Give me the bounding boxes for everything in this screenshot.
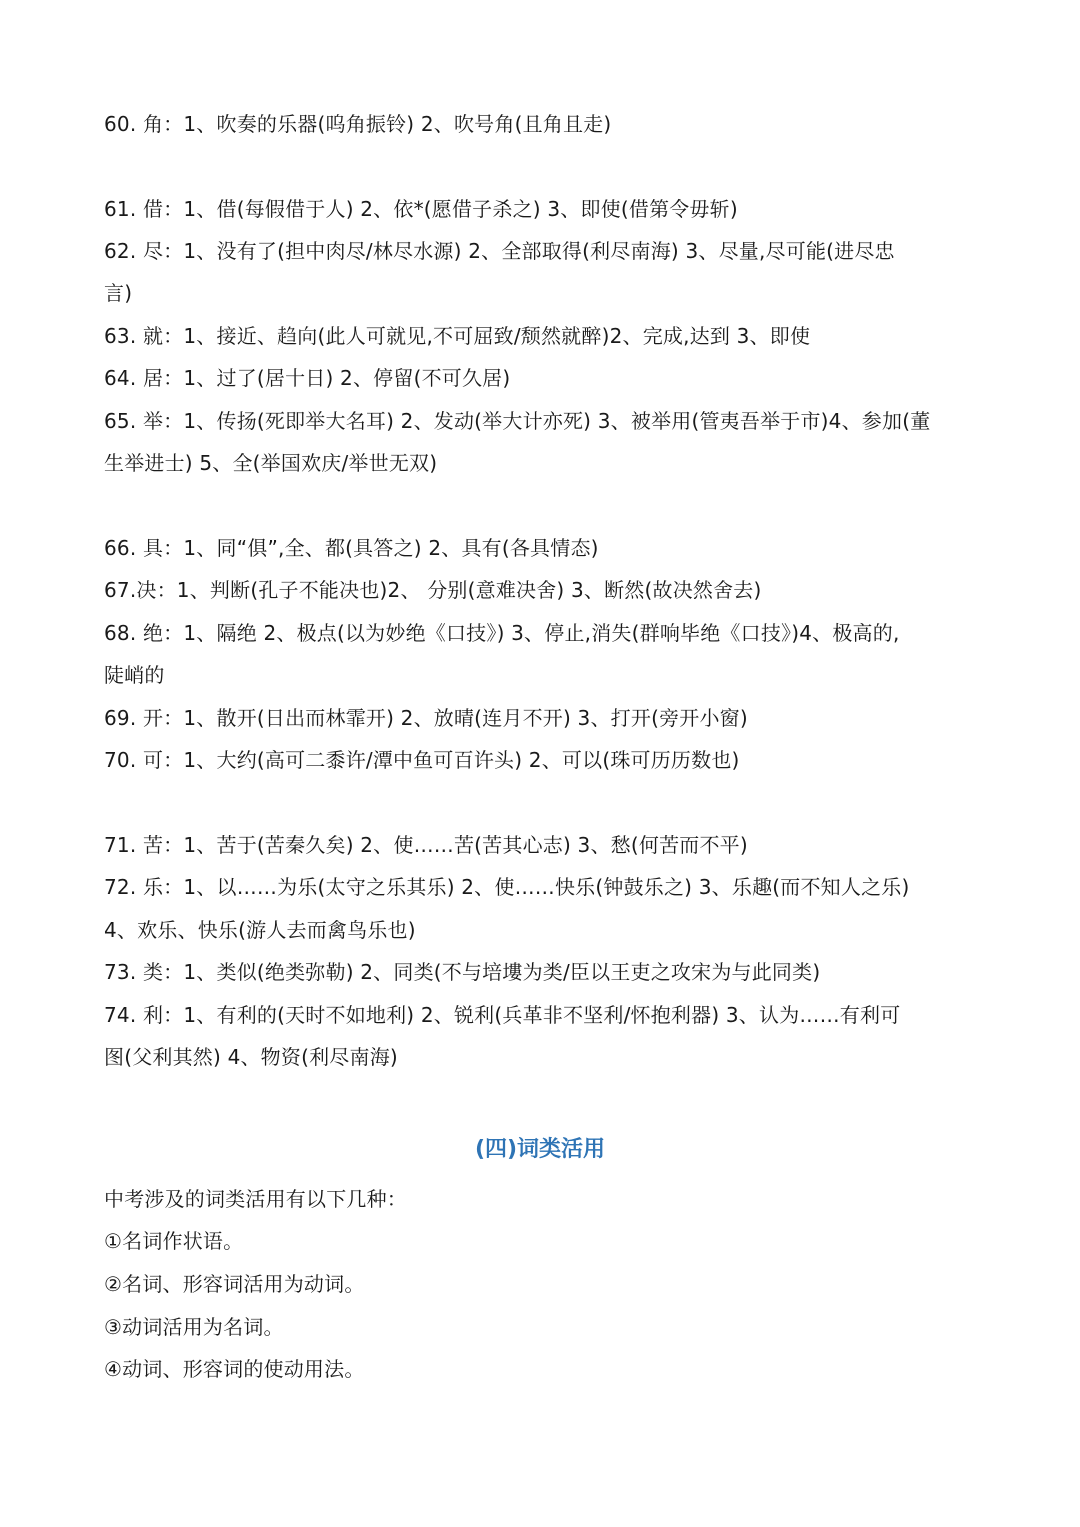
entry-68-continued: 陡峭的 <box>104 663 165 687</box>
list-item-4: ④动词、形容词的使动用法。 <box>104 1357 365 1381</box>
section-intro: 中考涉及的词类活用有以下几种： <box>104 1187 407 1211</box>
entry-74-continued: 图(父利其然) 4、物资(利尽南海) <box>104 1045 398 1069</box>
entry-65: 65. 举：1、传扬(死即举大名耳) 2、发动(举大计亦死) 3、被举用(管夷吾举于市)4、参加(董 <box>104 409 931 433</box>
entry-65-continued: 生举进士) 5、全(举国欢庆/举世无双) <box>104 451 438 475</box>
list-item-1: ①名词作状语。 <box>104 1229 244 1253</box>
entry-74: 74. 利：1、有利的(天时不如地利) 2、锐利(兵革非不坚利/怀抱利器) 3、认为……有利可 <box>104 1003 901 1027</box>
list-item-3: ③动词活用为名词。 <box>104 1315 284 1339</box>
entry-73: 73. 类：1、类似(绝类弥勒) 2、同类(不与培塿为类/臣以王吏之攻宋为与此同类) <box>104 960 821 984</box>
entry-69: 69. 开：1、散开(日出而林霏开) 2、放晴(连月不开) 3、打开(旁开小窗) <box>104 706 748 730</box>
entry-62: 62. 尽：1、没有了(担中肉尽/林尽水源) 2、全部取得(利尽南海) 3、尽量,尽可能(进尽忠 <box>104 239 895 263</box>
entry-60: 60. 角：1、吹奏的乐器(呜角振铃) 2、吹号角(且角且走) <box>104 112 612 136</box>
list-item-2: ②名词、形容词活用为动词。 <box>104 1272 365 1296</box>
entry-63: 63. 就：1、接近、趋向(此人可就见,不可屈致/颓然就醉)2、完成,达到 3、即使 <box>104 324 811 348</box>
entry-72-continued: 4、欢乐、快乐(游人去而禽鸟乐也) <box>104 918 416 942</box>
entry-64: 64. 居：1、过了(居十日) 2、停留(不可久居) <box>104 366 511 390</box>
entry-66: 66. 具：1、同“俱”,全、都(具答之) 2、具有(各具情态) <box>104 536 599 560</box>
entry-61: 61. 借：1、借(每假借于人) 2、依*(愿借子杀之) 3、即使(借第令毋斩) <box>104 197 738 221</box>
entry-62-continued: 言) <box>104 281 133 305</box>
entry-72: 72. 乐：1、以……为乐(太守之乐其乐) 2、使……快乐(钟鼓乐之) 3、乐趣(而不知人之乐) <box>104 875 910 899</box>
entry-71: 71. 苦：1、苦于(苦秦久矣) 2、使……苦(苦其心志) 3、愁(何苦而不平) <box>104 833 748 857</box>
entry-68: 68. 绝：1、隔绝 2、极点(以为妙绝《口技》) 3、停止,消失(群响毕绝《口技》)4、极高的, <box>104 621 900 645</box>
entry-70: 70. 可：1、大约(高可二黍许/潭中鱼可百许头) 2、可以(珠可历历数也) <box>104 748 740 772</box>
section-heading: (四)词类活用 <box>474 1137 606 1162</box>
entry-67: 67.决：1、判断(孔子不能决也)2、 分别(意难决舍) 3、断然(故决然舍去) <box>104 578 762 602</box>
